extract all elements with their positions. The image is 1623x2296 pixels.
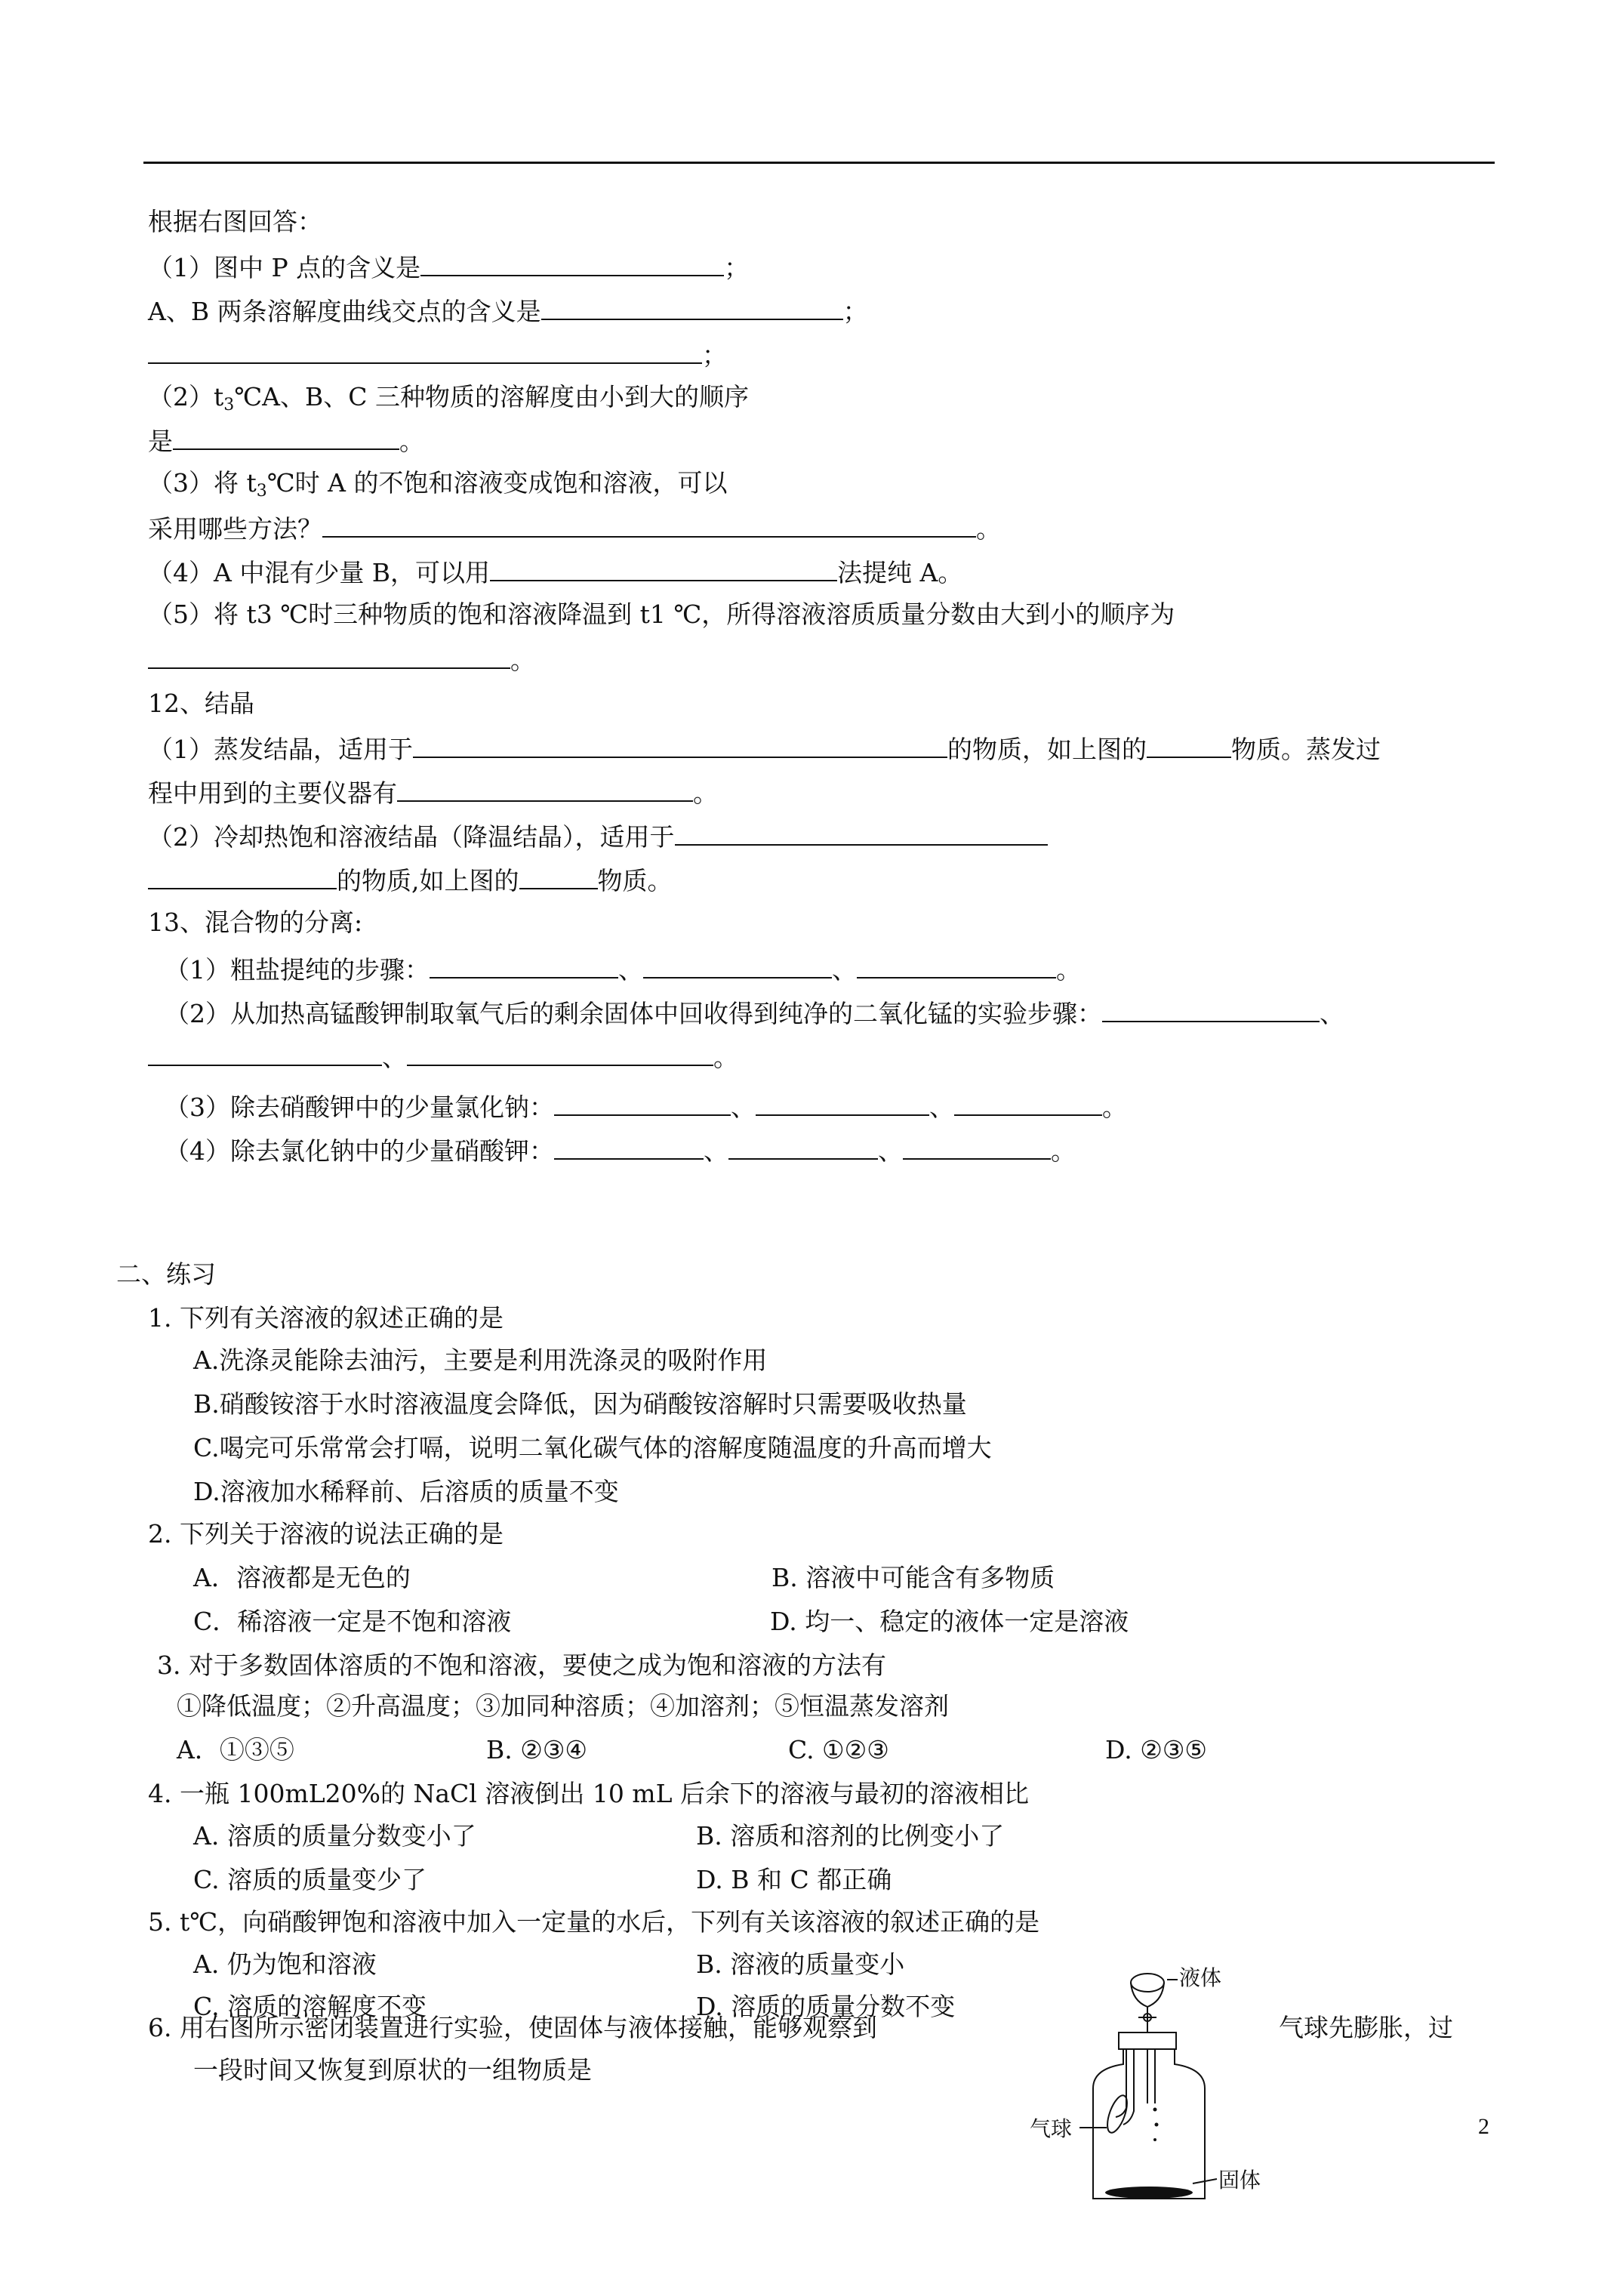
- q6-stem: 6. 用右图所示密闭装置进行实验，使固体与液体接触，能够观察到: [148, 2013, 877, 2042]
- q5-option-c: C. 溶质的溶解度不变: [193, 1992, 427, 2021]
- q6-stem-line2: 一段时间又恢复到原状的一组物质是: [193, 2055, 592, 2085]
- q3-items: ①降低温度；②升高温度；③加同种溶质；④加溶剂；⑤恒温蒸发溶剂: [177, 1691, 949, 1721]
- answer-blank[interactable]: [554, 1090, 731, 1116]
- practice-heading: 二、练习: [116, 1259, 216, 1289]
- s12-l4: 的物质,如上图的 物质。: [148, 864, 673, 896]
- page-number: 2: [1478, 2114, 1489, 2139]
- answer-blank[interactable]: [756, 1090, 929, 1116]
- q4-option-c: C. 溶质的质量变少了: [193, 1865, 427, 1894]
- answer-blank[interactable]: [903, 1134, 1051, 1160]
- q3-stem: 3. 对于多数固体溶质的不饱和溶液，要使之成为饱和溶液的方法有: [157, 1650, 886, 1680]
- q4-line: （4）A 中混有少量 B，可以用 法提纯 A。: [148, 556, 962, 588]
- s13-l1: （1）粗盐提纯的步骤： 、 、 。: [165, 953, 1081, 985]
- answer-blank[interactable]: [541, 294, 843, 320]
- q1-option-d: D.溶液加水稀释前、后溶质的质量不变: [193, 1477, 619, 1506]
- q1b-line: A、B 两条溶解度曲线交点的含义是 ；: [148, 294, 868, 327]
- answer-blank[interactable]: [675, 820, 1048, 846]
- liquid-label: 液体: [1179, 1965, 1222, 1990]
- answer-blank[interactable]: [643, 953, 832, 978]
- answer-blank[interactable]: [413, 732, 947, 758]
- q5-option-d: D. 溶质的质量分数不变: [696, 1992, 956, 2021]
- q3b-line: 采用哪些方法？ 。: [148, 512, 1001, 544]
- q2-line: $(2)t_3℃A$、B、C 三种物质的溶解度由小到大的顺序: [148, 382, 750, 415]
- answer-blank[interactable]: [519, 864, 598, 889]
- q4-option-d: D. B 和 C 都正确: [696, 1865, 892, 1894]
- balloon-label: 气球: [1030, 2116, 1073, 2141]
- s12-l1: （1）蒸发结晶，适用于 的物质，如上图的 物质。蒸发过: [148, 732, 1381, 765]
- q1-option-b: B.硝酸铵溶于水时溶液温度会降低，因为硝酸铵溶解时只需要吸收热量: [193, 1389, 967, 1419]
- q4-option-b: B. 溶质和溶剂的比例变小了: [696, 1821, 1005, 1851]
- answer-blank[interactable]: [173, 424, 399, 450]
- q2b-line: 是 。: [148, 424, 424, 457]
- answer-blank[interactable]: [148, 1040, 382, 1066]
- q2-option-c: C．稀溶液一定是不饱和溶液: [193, 1607, 512, 1636]
- q1c-line: ；: [148, 338, 727, 371]
- answer-blank[interactable]: [397, 776, 693, 802]
- q2-stem: 2. 下列关于溶液的说法正确的是: [148, 1519, 504, 1549]
- q1-option-c: C.喝完可乐常常会打嗝，说明二氧化碳气体的溶解度随温度的升高而增大: [193, 1433, 992, 1462]
- q6-stem-tail: 气球先膨胀，过: [1279, 2013, 1453, 2042]
- s12-l2: 程中用到的主要仪器有 。: [148, 776, 718, 809]
- q1-option-a: A.洗涤灵能除去油污，主要是利用洗涤灵的吸附作用: [193, 1345, 768, 1375]
- q3-option-c: C. ①②③: [788, 1735, 889, 1764]
- answer-blank[interactable]: [728, 1134, 878, 1160]
- answer-blank[interactable]: [148, 864, 337, 889]
- s13-l2: （2）从加热高锰酸钾制取氧气后的剩余固体中回收得到纯净的二氧化锰的实验步骤： 、: [165, 997, 1344, 1029]
- answer-blank[interactable]: [407, 1040, 713, 1066]
- answer-blank[interactable]: [490, 556, 837, 581]
- q5-option-a: A. 仍为饱和溶液: [193, 1949, 377, 1979]
- answer-blank[interactable]: [148, 338, 702, 364]
- q4-stem: 4. 一瓶 100mL20%的 NaCl 溶液倒出 10 mL 后余下的溶液与最初的溶液相比: [148, 1779, 1030, 1808]
- s13-l3: 、 。: [148, 1040, 738, 1073]
- q5-line: （5）将 t3 ℃时三种物质的饱和溶液降温到 t1 ℃，所得溶液溶质质量分数由大到小的顺序为: [148, 599, 1175, 629]
- solid-label: 固体: [1218, 2168, 1261, 2193]
- q3-line: （3）将 $t_3℃$时 A 的不饱和溶液变成饱和溶液，可以: [148, 468, 728, 501]
- q1-line: （1）图中 P 点的含义是 ；: [148, 251, 749, 283]
- s13-l5: （4）除去氯化钠中的少量硝酸钾： 、 、 。: [165, 1134, 1076, 1166]
- answer-blank[interactable]: [1147, 732, 1231, 758]
- answer-blank[interactable]: [420, 251, 724, 276]
- answer-blank[interactable]: [857, 953, 1056, 978]
- answer-blank[interactable]: [954, 1090, 1102, 1116]
- intro-line: 根据右图回答：: [148, 207, 322, 236]
- s12-l3: （2）冷却热饱和溶液结晶（降温结晶），适用于: [148, 820, 1048, 852]
- answer-blank[interactable]: [148, 643, 510, 669]
- q1-stem: 1. 下列有关溶液的叙述正确的是: [148, 1303, 504, 1333]
- q5b-line: 。: [148, 643, 535, 676]
- answer-blank[interactable]: [1102, 997, 1320, 1022]
- s13-l4: （3）除去硝酸钾中的少量氯化钠： 、 、 。: [165, 1090, 1127, 1123]
- answer-blank[interactable]: [322, 512, 976, 538]
- section-13-title: 13、混合物的分离:: [148, 908, 363, 937]
- q2-option-d: D. 均一、稳定的液体一定是溶液: [770, 1607, 1129, 1636]
- q5-option-b: B. 溶液的质量变小: [696, 1949, 905, 1979]
- q3-option-b: B. ②③④: [486, 1735, 587, 1764]
- answer-blank[interactable]: [554, 1134, 704, 1160]
- answer-blank[interactable]: [430, 953, 618, 978]
- header-rule: [143, 162, 1495, 164]
- q5-stem: 5. t℃，向硝酸钾饱和溶液中加入一定量的水后，下列有关该溶液的叙述正确的是: [148, 1907, 1040, 1937]
- q2-option-b: B. 溶液中可能含有多物质: [771, 1563, 1055, 1592]
- q3-option-a: A．①③⑤: [177, 1735, 294, 1764]
- section-12-title: 12、结晶: [148, 689, 254, 718]
- q2-option-a: A．溶液都是无色的: [193, 1563, 411, 1592]
- q4-option-a: A. 溶质的质量分数变小了: [193, 1821, 476, 1851]
- q3-option-d: D. ②③⑤: [1105, 1735, 1208, 1764]
